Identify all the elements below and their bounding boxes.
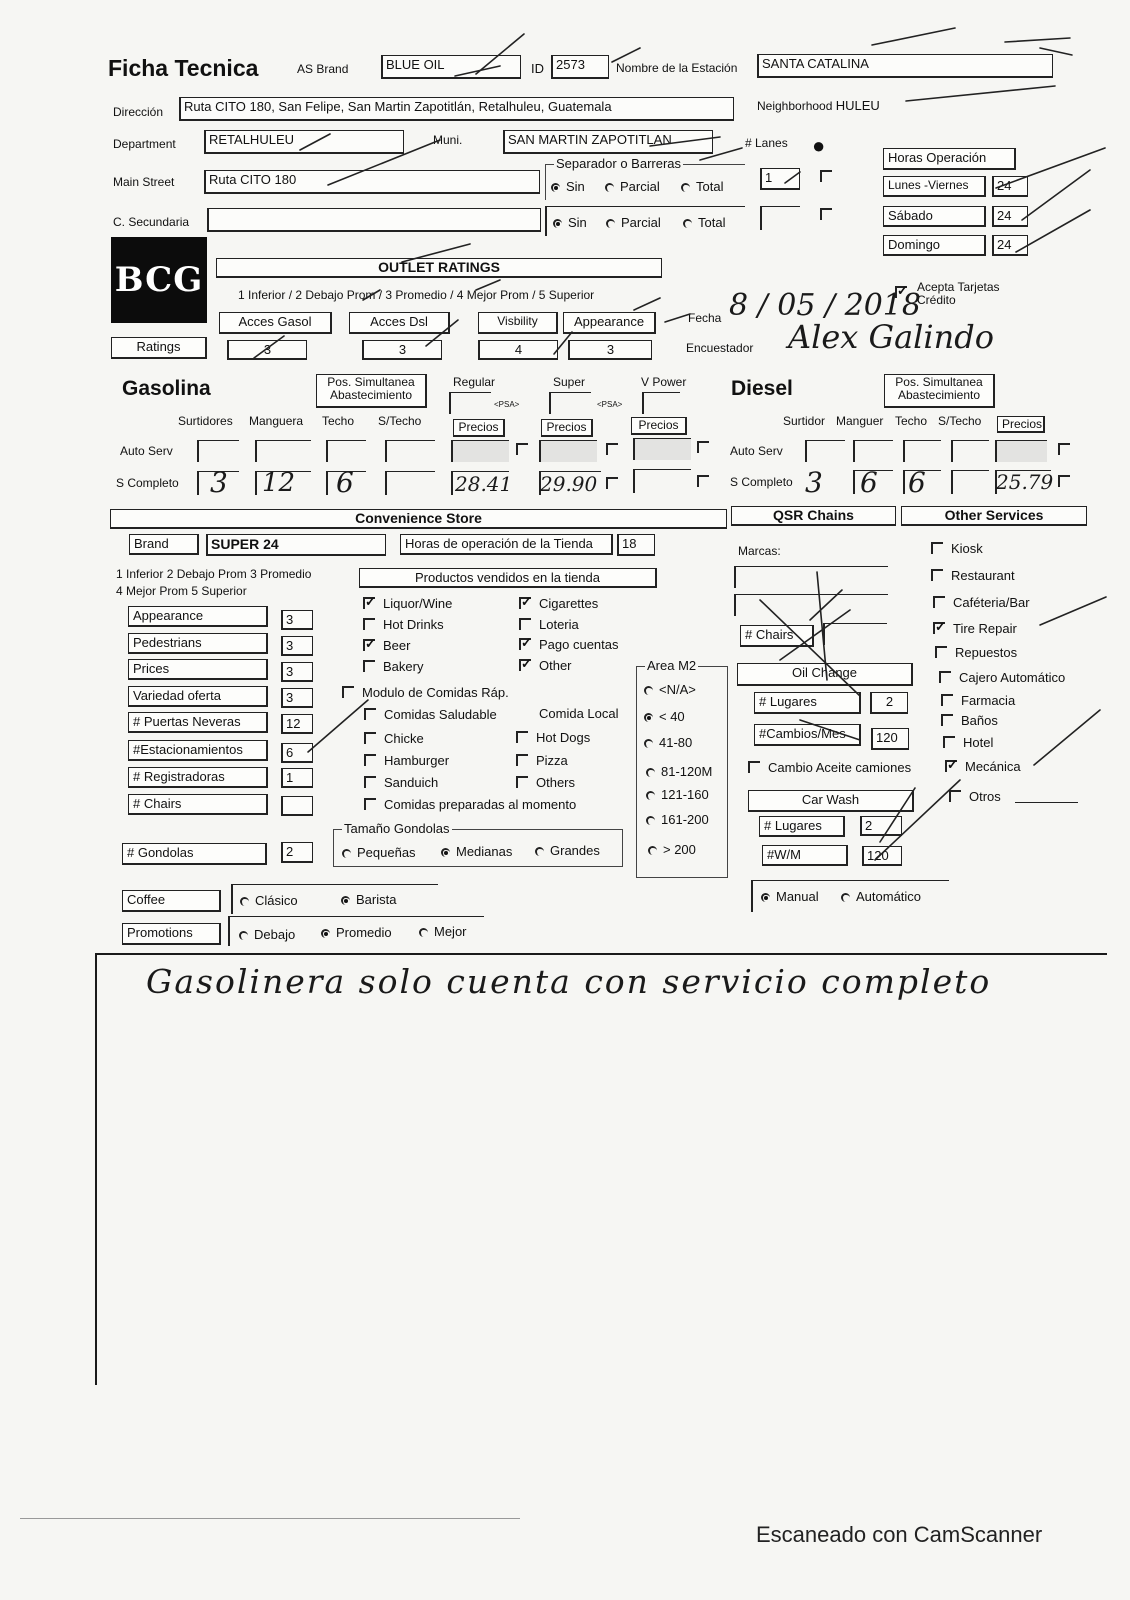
metric-value-4[interactable]: 12: [281, 714, 313, 734]
department-field[interactable]: RETALHULEU: [204, 130, 404, 154]
comida-chicken[interactable]: Chicke: [364, 732, 424, 745]
diesel-completo-techo[interactable]: 6: [908, 466, 926, 499]
cw-wm-label: #W/M: [762, 845, 848, 866]
oil-cambios-label: #Cambios/Mes: [754, 724, 861, 746]
col-techo: Techo: [322, 414, 355, 428]
encuestador-label: Encuestador: [686, 341, 754, 355]
promo-mejor[interactable]: Mejor: [419, 925, 467, 938]
super-label: Super: [553, 375, 586, 389]
lanes-main-field[interactable]: 1: [760, 168, 800, 190]
sep-sec-sin[interactable]: Sin: [553, 216, 587, 229]
separador-label: Separador o Barreras: [556, 156, 682, 171]
area-lt40[interactable]: < 40: [644, 710, 685, 723]
metric-label-4: # Puertas Neveras: [128, 712, 268, 733]
svc-hotel[interactable]: Hotel: [943, 736, 993, 749]
secundaria-label: C. Secundaria: [113, 215, 190, 229]
metric-value-3[interactable]: 3: [281, 688, 313, 708]
horas-title: Horas Operación: [883, 148, 1016, 170]
prod-liquor[interactable]: ✓Liquor/Wine: [363, 597, 452, 610]
horas-value-0[interactable]: 24: [992, 176, 1028, 197]
visibility-label: Visbility: [478, 312, 558, 334]
horas-value-1[interactable]: 24: [992, 206, 1028, 227]
encuestador-value[interactable]: Alex Galindo: [788, 318, 994, 356]
metric-label-1: Pedestrians: [128, 633, 268, 654]
acces-dsl-value[interactable]: 3: [362, 340, 442, 360]
modulo-comidas-check[interactable]: Modulo de Comidas Ráp.: [342, 686, 509, 699]
precios-regular-label: Precios: [453, 419, 505, 437]
promo-debajo[interactable]: Debajo: [239, 928, 295, 941]
svc-mecanica[interactable]: ✓Mecánica: [945, 760, 1021, 773]
cw-lugares-label: # Lugares: [759, 816, 845, 837]
svc-otros[interactable]: Otros: [949, 790, 1001, 803]
store-scale-1: 1 Inferior 2 Debajo Prom 3 Promedio: [116, 567, 312, 581]
horas-day-0: Lunes -Viernes: [883, 176, 986, 197]
id-field[interactable]: 2573: [551, 55, 609, 79]
col-stecho: S/Techo: [378, 414, 422, 428]
col-surtidores: Surtidores: [178, 414, 233, 428]
comida-hot-dogs[interactable]: Hot Dogs: [516, 731, 590, 744]
comida-preparadas[interactable]: Comidas preparadas al momento: [364, 798, 576, 811]
cw-automatico[interactable]: Automático: [841, 890, 921, 903]
area-121-160[interactable]: 121-160: [646, 788, 709, 801]
area-81-120[interactable]: 81-120M: [646, 765, 712, 778]
gas-completo-label: S Completo: [116, 476, 179, 490]
comida-sanduich[interactable]: Sanduich: [364, 776, 438, 789]
station-label: Nombre de la Estación: [616, 61, 738, 75]
area-na[interactable]: <N/A>: [644, 683, 696, 696]
metric-value-0[interactable]: 3: [281, 610, 313, 630]
svc-tire-repair[interactable]: ✓Tire Repair: [933, 622, 1017, 635]
appearance-label: Appearance: [563, 312, 656, 334]
horas-day-2: Domingo: [883, 235, 986, 256]
sep-sec-parcial[interactable]: Parcial: [606, 216, 661, 229]
outlet-ratings-title: OUTLET RATINGS: [216, 258, 662, 278]
traffic-light-icon: ●: [812, 133, 826, 158]
visibility-value[interactable]: 4: [478, 340, 558, 360]
precios-super-label: Precios: [541, 419, 593, 437]
prod-beer[interactable]: ✓Beer: [363, 639, 410, 652]
neighborhood-label: Neighborhood HULEU: [757, 98, 880, 113]
bcg-logo: BCG: [111, 237, 207, 323]
col-manguera: Manguera: [249, 414, 304, 428]
gas-pos-simultanea: Pos. Simultanea Abastecimiento: [316, 374, 427, 408]
super-psa: <PSA>: [597, 400, 623, 409]
main-street-label: Main Street: [113, 175, 175, 189]
promo-promedio[interactable]: Promedio: [321, 926, 392, 939]
diesel-title: Diesel: [731, 377, 793, 400]
fecha-value[interactable]: 8 / 05 / 2018: [729, 288, 921, 323]
metric-label-5: #Estacionamientos: [128, 740, 268, 761]
acces-gasol-label: Acces Gasol: [219, 312, 332, 334]
diesel-completo-label: S Completo: [730, 475, 793, 489]
store-brand-field[interactable]: SUPER 24: [206, 534, 386, 556]
coffee-clasico[interactable]: Clásico: [240, 894, 298, 907]
prod-other[interactable]: ✓Other: [519, 659, 572, 672]
diesel-col-techo: Techo: [895, 414, 928, 428]
gas-completo-techo[interactable]: 6: [336, 466, 354, 499]
sep-main-total[interactable]: Total: [681, 180, 723, 193]
gas-completo-regular-price[interactable]: 28.41: [455, 472, 513, 496]
diesel-completo-precio[interactable]: 25.79: [996, 470, 1054, 494]
brand-label: AS Brand: [297, 62, 349, 76]
area-gt200[interactable]: > 200: [648, 843, 696, 856]
coffee-label: Coffee: [122, 890, 221, 912]
metric-label-6: # Registradoras: [128, 767, 268, 788]
sep-main-parcial[interactable]: Parcial: [605, 180, 660, 193]
tamano-medianas[interactable]: Medianas: [441, 845, 512, 858]
oil-lugares-label: # Lugares: [754, 692, 861, 714]
gas-completo-surtidores[interactable]: 3: [210, 466, 228, 499]
area-161-200[interactable]: 161-200: [646, 813, 709, 826]
prod-pago-cuentas[interactable]: ✓Pago cuentas: [519, 638, 619, 651]
oil-lugares-value[interactable]: 2: [870, 692, 908, 714]
diesel-col-surtidor: Surtidor: [783, 414, 826, 428]
qsr-chains-title: QSR Chains: [731, 506, 896, 526]
neighborhood-value[interactable]: HULEU: [835, 98, 880, 113]
acces-dsl-label: Acces Dsl: [349, 312, 450, 334]
gas-auto-serv-label: Auto Serv: [120, 444, 173, 458]
sep-main-sin[interactable]: Sin: [551, 180, 585, 193]
metric-value-1[interactable]: 3: [281, 636, 313, 656]
acepta-tarjetas-label: Acepta Tarjetas Crédito: [917, 280, 1000, 307]
metric-value-6[interactable]: 1: [281, 768, 313, 788]
lanes-label: # Lanes: [745, 136, 788, 150]
comida-saludable[interactable]: Comidas Saludable: [364, 708, 497, 721]
metric-value-2[interactable]: 3: [281, 662, 313, 682]
comida-local-label: Comida Local: [539, 706, 619, 721]
svc-restaurant[interactable]: Restaurant: [931, 569, 1015, 582]
muni-label: Muni.: [433, 133, 463, 147]
store-horas-label: Horas de operación de la Tienda: [400, 534, 613, 555]
area-41-80[interactable]: 41-80: [644, 736, 692, 749]
store-scale-2: 4 Mejor Prom 5 Superior: [116, 584, 247, 598]
main-street-field[interactable]: Ruta CITO 180: [204, 170, 540, 194]
car-wash-title: Car Wash: [748, 790, 914, 812]
cw-lugares-value[interactable]: 2: [860, 816, 902, 836]
convenience-store-title: Convenience Store: [110, 509, 727, 529]
form-title: Ficha Tecnica: [108, 55, 259, 81]
appearance-value[interactable]: 3: [568, 340, 652, 360]
horas-day-1: Sábado: [883, 206, 986, 227]
acces-gasol-value[interactable]: 3: [227, 340, 307, 360]
svc-banos[interactable]: Baños: [941, 714, 998, 727]
ratings-label: Ratings: [111, 337, 207, 359]
gasolina-title: Gasolina: [122, 377, 211, 400]
sep-sec-total[interactable]: Total: [683, 216, 725, 229]
ratings-scale: 1 Inferior / 2 Debajo Prom / 3 Promedio / 4 Mejor Prom / 5 Superior: [238, 288, 595, 302]
diesel-col-manguer: Manguer: [836, 414, 884, 428]
qsr-chairs-label: # Chairs: [740, 625, 814, 647]
svc-repuestos[interactable]: Repuestos: [935, 646, 1017, 659]
diesel-completo-surtidor[interactable]: 3: [805, 466, 823, 499]
productos-title: Productos vendidos en la tienda: [359, 568, 657, 588]
direccion-field[interactable]: Ruta CITO 180, San Felipe, San Martin Zapotitlán, Retalhuleu, Guatemala: [179, 97, 734, 121]
promotions-label: Promotions: [122, 923, 221, 945]
vpower-label: V Power: [641, 375, 687, 389]
prod-loteria[interactable]: Loteria: [519, 618, 579, 631]
gondolas-label: # Gondolas: [122, 843, 267, 865]
prod-hot-drinks[interactable]: Hot Drinks: [363, 618, 444, 631]
regular-label: Regular: [453, 375, 496, 389]
station-field[interactable]: SANTA CATALINA: [757, 54, 1053, 78]
oil-change-title: Oil Change: [737, 663, 913, 686]
comida-hamburger[interactable]: Hamburger: [364, 754, 449, 767]
direccion-label: Dirección: [113, 105, 164, 119]
gondolas-value[interactable]: 2: [281, 842, 313, 863]
regular-psa: <PSA>: [494, 400, 520, 409]
oil-cambios-value[interactable]: 120: [871, 728, 909, 750]
metric-label-3: Variedad oferta: [128, 686, 268, 707]
store-horas-field[interactable]: 18: [617, 534, 655, 556]
fecha-label: Fecha: [688, 311, 722, 325]
svc-kiosk[interactable]: Kiosk: [931, 542, 983, 555]
tamano-pequenas[interactable]: Pequeñas: [342, 846, 416, 859]
cambio-aceite-camiones[interactable]: Cambio Aceite camiones: [748, 761, 911, 774]
department-label: Department: [113, 137, 176, 151]
diesel-col-precios: Precios: [997, 416, 1045, 433]
gas-completo-manguera[interactable]: 12: [262, 468, 296, 498]
svc-cafeteria[interactable]: Caféteria/Bar: [933, 596, 1030, 609]
diesel-auto-serv-label: Auto Serv: [730, 444, 783, 458]
diesel-col-stecho: S/Techo: [938, 414, 982, 428]
camscanner-watermark: Escaneado con CamScanner: [756, 1522, 1043, 1547]
svc-farmacia[interactable]: Farmacia: [941, 694, 1015, 707]
cw-manual[interactable]: Manual: [761, 890, 819, 903]
id-label: ID: [531, 61, 544, 76]
tamano-gondolas-label: Tamaño Gondolas: [344, 821, 450, 836]
area-m2-label: Area M2: [647, 658, 697, 673]
brand-field[interactable]: BLUE OIL: [381, 55, 521, 79]
comida-pizza[interactable]: Pizza: [516, 754, 568, 767]
prod-cigarettes[interactable]: ✓Cigarettes: [519, 597, 598, 610]
metric-label-2: Prices: [128, 659, 268, 680]
diesel-completo-manguer[interactable]: 6: [860, 466, 878, 499]
svc-cajero[interactable]: Cajero Automático: [939, 671, 1065, 684]
notes-text[interactable]: Gasolinera solo cuenta con servicio completo: [146, 962, 992, 1001]
store-brand-label: Brand: [129, 534, 199, 555]
prod-bakery[interactable]: Bakery: [363, 660, 423, 673]
metric-label-7: # Chairs: [128, 794, 268, 815]
precios-vpower-label: Precios: [631, 417, 687, 435]
gas-completo-super-price[interactable]: 29.90: [540, 472, 598, 496]
comida-others[interactable]: Others: [516, 776, 575, 789]
marcas-label: Marcas:: [738, 544, 781, 558]
horas-value-2[interactable]: 24: [992, 235, 1028, 256]
diesel-pos-simultanea: Pos. Simultanea Abastecimiento: [884, 374, 995, 408]
tamano-grandes[interactable]: Grandes: [535, 844, 600, 857]
other-services-title: Other Services: [901, 506, 1087, 526]
coffee-barista[interactable]: Barista: [341, 893, 396, 906]
muni-field[interactable]: SAN MARTIN ZAPOTITLAN: [503, 130, 713, 154]
cw-wm-value[interactable]: 120: [862, 846, 902, 866]
metric-label-0: Appearance: [128, 606, 268, 627]
metric-value-5[interactable]: 6: [281, 743, 313, 763]
